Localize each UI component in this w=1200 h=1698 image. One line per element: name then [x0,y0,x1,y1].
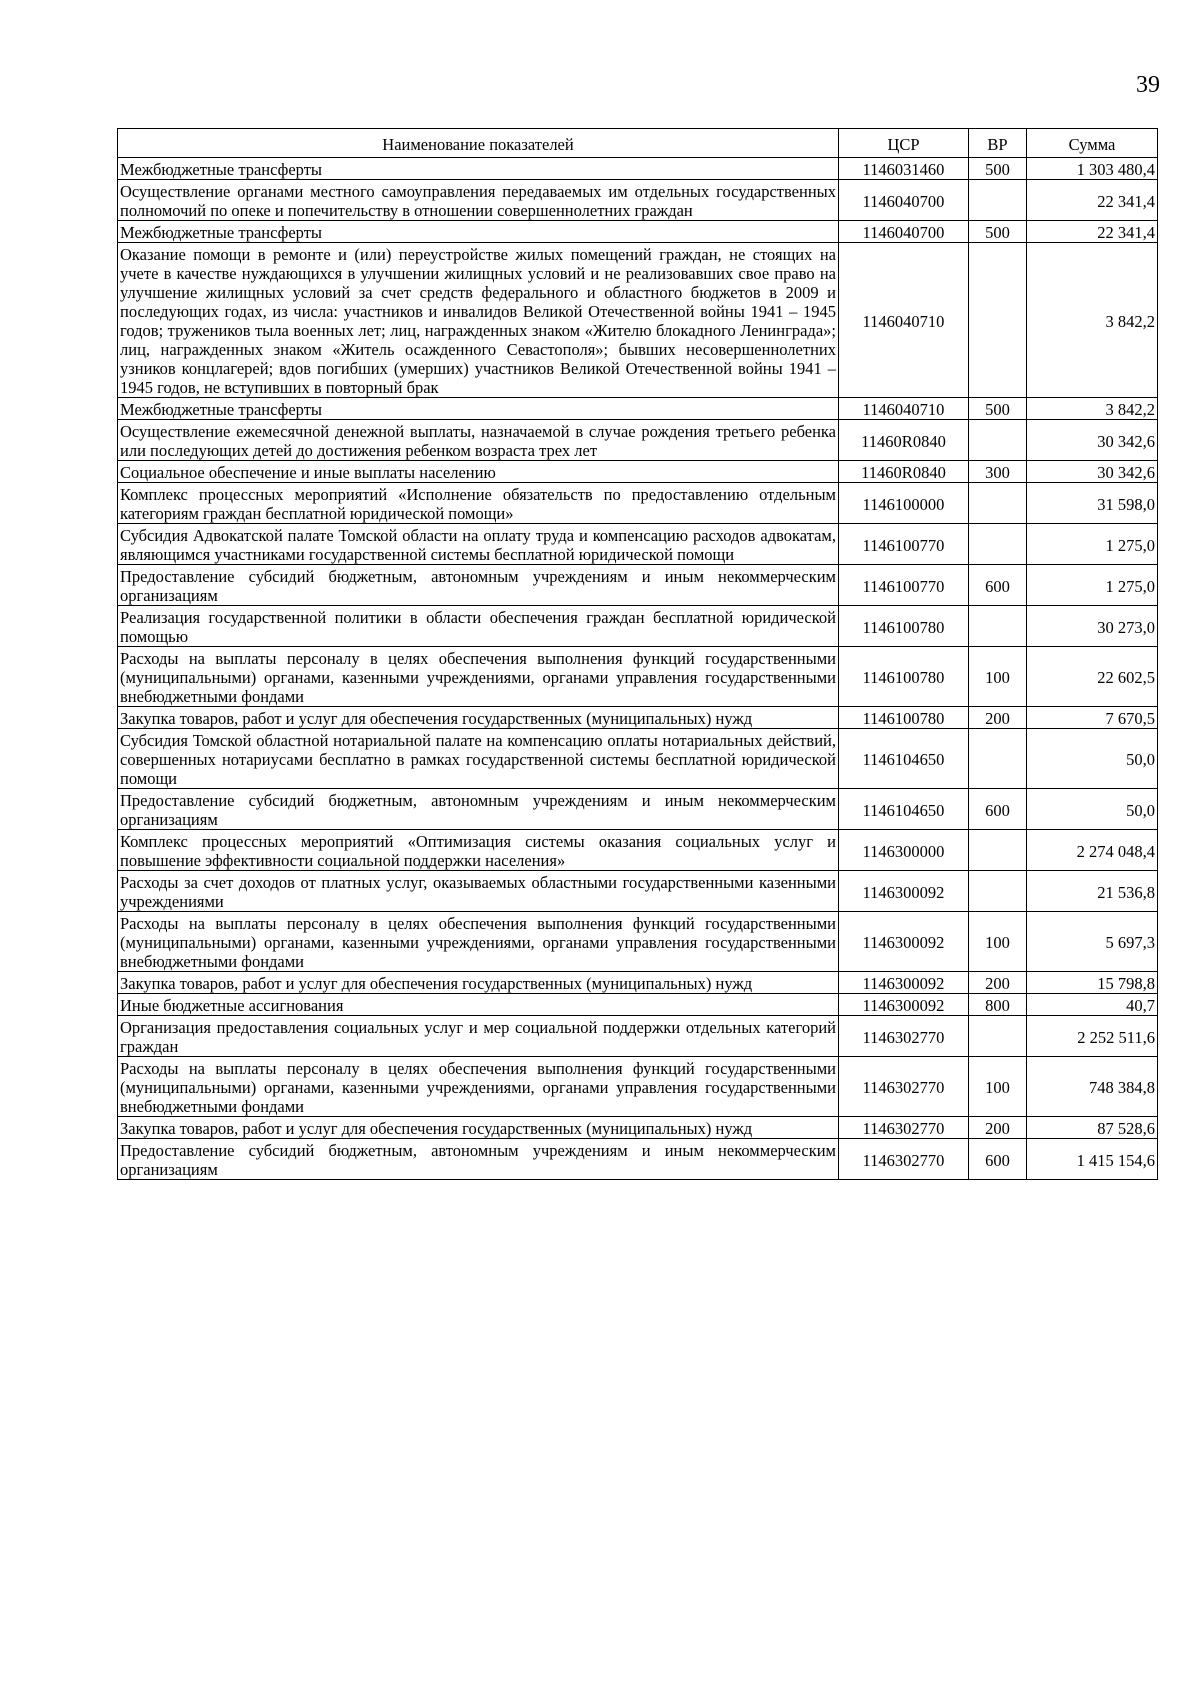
row-vr: 800 [969,994,1027,1016]
table-row [118,221,1158,243]
row-csr: 1146104650 [839,729,969,789]
row-name: Закупка товаров, работ и услуг для обеспечения государственных (муниципальных) нужд [118,972,839,994]
row-csr: 1146300000 [839,830,969,871]
row-vr: 600 [969,1139,1027,1180]
table-row [118,972,1158,994]
row-csr: 11460R0840 [839,461,969,483]
row-name: Комплекс процессных мероприятий «Оптимизация системы оказания социальных услуг и повышение эффективности социальной поддержки населения» [118,830,839,871]
table-row [118,830,1158,871]
row-csr: 1146100770 [839,565,969,606]
row-sum: 1 275,0 [1027,565,1158,606]
row-sum: 748 384,8 [1027,1057,1158,1117]
table-row [118,180,1158,221]
table-row [118,1139,1158,1180]
row-vr [969,1016,1027,1057]
row-name: Расходы за счет доходов от платных услуг, оказываемых областными государственными казенными учреждениями [118,871,839,912]
budget-table [117,128,1158,1180]
row-name: Межбюджетные трансферты [118,398,839,420]
row-sum: 30 342,6 [1027,461,1158,483]
row-sum: 2 252 511,6 [1027,1016,1158,1057]
row-csr: 1146104650 [839,789,969,830]
row-csr: 11460R0840 [839,420,969,461]
row-name: Социальное обеспечение и иные выплаты населению [118,461,839,483]
row-vr: 200 [969,972,1027,994]
table-row [118,565,1158,606]
row-vr [969,830,1027,871]
table-row [118,461,1158,483]
row-name: Реализация государственной политики в области обеспечения граждан бесплатной юридической помощью [118,606,839,647]
row-sum: 22 341,4 [1027,180,1158,221]
row-name: Межбюджетные трансферты [118,221,839,243]
row-vr: 600 [969,789,1027,830]
row-sum: 7 670,5 [1027,707,1158,729]
row-name: Закупка товаров, работ и услуг для обеспечения государственных (муниципальных) нужд [118,707,839,729]
row-csr: 1146302770 [839,1117,969,1139]
row-csr: 1146100770 [839,524,969,565]
row-name: Осуществление ежемесячной денежной выплаты, назначаемой в случае рождения третьего ребенка или последующих детей до достижения ребенком возраста трех лет [118,420,839,461]
row-csr: 1146100000 [839,483,969,524]
row-name: Субсидия Томской областной нотариальной палате на компенсацию оплаты нотариальных действий, совершенных нотариусами бесплатно в рамках государственной системы бесплатной юридической помощи [118,729,839,789]
row-name: Предоставление субсидий бюджетным, автономным учреждениям и иным некоммерческим организациям [118,565,839,606]
row-csr: 1146300092 [839,912,969,972]
table-row [118,789,1158,830]
row-sum: 87 528,6 [1027,1117,1158,1139]
row-sum: 1 275,0 [1027,524,1158,565]
row-name: Субсидия Адвокатской палате Томской области на оплату труда и компенсацию расходов адвокатам, являющимся участниками государственной системы бесплатной юридической помощи [118,524,839,565]
table-row [118,1057,1158,1117]
table-row [118,420,1158,461]
row-sum: 22 602,5 [1027,647,1158,707]
row-csr: 1146040710 [839,398,969,420]
row-csr: 1146100780 [839,647,969,707]
row-csr: 1146100780 [839,606,969,647]
row-sum: 50,0 [1027,729,1158,789]
table-row [118,994,1158,1016]
row-csr: 1146040700 [839,221,969,243]
row-name: Иные бюджетные ассигнования [118,994,839,1016]
row-vr: 200 [969,707,1027,729]
row-name: Комплекс процессных мероприятий «Исполнение обязательств по предоставлению отдельным категориям граждан бесплатной юридической помощи» [118,483,839,524]
row-csr: 1146040710 [839,243,969,398]
table-row [118,707,1158,729]
row-vr: 500 [969,221,1027,243]
row-vr [969,483,1027,524]
row-name: Оказание помощи в ремонте и (или) переустройстве жилых помещений граждан, не стоящих на учете в качестве нуждающихся в улучшении жилищных условий и не реализовавших свое право на улучшение жилищных условий за счет средств федерального и областного бюджетов в 2009 и последующих годах, из числа: участников и инвалидов Великой Отечественной войны 1941 – 1945 годов; тружеников тыла военных лет; лиц, награжденных знаком «Жителю блокадного Ленинграда»; лиц, награжденных знаком «Житель осажденного Севастополя»; бывших несовершеннолетних узников концлагерей; вдов погибших (умерших) участников Великой Отечественной войны 1941 – 1945 годов, не вступивших в повторный брак [118,243,839,398]
header-sum: Сумма [1027,129,1158,158]
row-vr [969,243,1027,398]
row-name: Расходы на выплаты персоналу в целях обеспечения выполнения функций государственными (муниципальными) органами, казенными учреждениями, органами управления государственными внебюджетными фондами [118,1057,839,1117]
row-sum: 21 536,8 [1027,871,1158,912]
row-sum: 30 342,6 [1027,420,1158,461]
row-csr: 1146300092 [839,871,969,912]
row-vr: 200 [969,1117,1027,1139]
table-row [118,1117,1158,1139]
table-row [118,483,1158,524]
row-sum: 15 798,8 [1027,972,1158,994]
row-name: Предоставление субсидий бюджетным, автономным учреждениям и иным некоммерческим организациям [118,1139,839,1180]
table-row [118,158,1158,180]
row-csr: 1146302770 [839,1057,969,1117]
header-vr: ВР [969,129,1027,158]
row-vr: 500 [969,158,1027,180]
row-vr: 500 [969,398,1027,420]
row-vr [969,524,1027,565]
table-row [118,647,1158,707]
row-csr: 1146300092 [839,994,969,1016]
row-sum: 22 341,4 [1027,221,1158,243]
row-sum: 50,0 [1027,789,1158,830]
row-sum: 5 697,3 [1027,912,1158,972]
row-sum: 31 598,0 [1027,483,1158,524]
row-csr: 1146302770 [839,1139,969,1180]
table-row [118,243,1158,398]
table-row [118,871,1158,912]
row-sum: 1 415 154,6 [1027,1139,1158,1180]
row-name: Межбюджетные трансферты [118,158,839,180]
row-csr: 1146031460 [839,158,969,180]
row-vr [969,606,1027,647]
row-vr [969,420,1027,461]
row-csr: 1146040700 [839,180,969,221]
row-vr: 100 [969,1057,1027,1117]
table-row [118,524,1158,565]
table-body [118,158,1158,1180]
row-csr: 1146100780 [839,707,969,729]
page-number: 39 [1136,72,1160,98]
row-sum: 3 842,2 [1027,243,1158,398]
row-sum: 40,7 [1027,994,1158,1016]
header-csr: ЦСР [839,129,969,158]
row-vr [969,180,1027,221]
row-sum: 3 842,2 [1027,398,1158,420]
row-vr: 600 [969,565,1027,606]
row-vr [969,729,1027,789]
row-name: Осуществление органами местного самоуправления передаваемых им отдельных государственных полномочий по опеке и попечительству в отношении совершеннолетних граждан [118,180,839,221]
row-vr [969,871,1027,912]
row-sum: 2 274 048,4 [1027,830,1158,871]
row-vr: 100 [969,912,1027,972]
row-sum: 1 303 480,4 [1027,158,1158,180]
row-name: Организация предоставления социальных услуг и мер социальной поддержки отдельных категорий граждан [118,1016,839,1057]
table-row [118,398,1158,420]
table-row [118,912,1158,972]
row-sum: 30 273,0 [1027,606,1158,647]
row-csr: 1146300092 [839,972,969,994]
table-header-row [118,129,1158,158]
row-csr: 1146302770 [839,1016,969,1057]
row-name: Предоставление субсидий бюджетным, автономным учреждениям и иным некоммерческим организациям [118,789,839,830]
row-vr: 300 [969,461,1027,483]
row-name: Расходы на выплаты персоналу в целях обеспечения выполнения функций государственными (муниципальными) органами, казенными учреждениями, органами управления государственными внебюджетными фондами [118,912,839,972]
row-name: Расходы на выплаты персоналу в целях обеспечения выполнения функций государственными (муниципальными) органами, казенными учреждениями, органами управления государственными внебюджетными фондами [118,647,839,707]
row-vr: 100 [969,647,1027,707]
row-name: Закупка товаров, работ и услуг для обеспечения государственных (муниципальных) нужд [118,1117,839,1139]
header-name: Наименование показателей [118,129,839,158]
table-row [118,1016,1158,1057]
table-row [118,729,1158,789]
table-row [118,606,1158,647]
